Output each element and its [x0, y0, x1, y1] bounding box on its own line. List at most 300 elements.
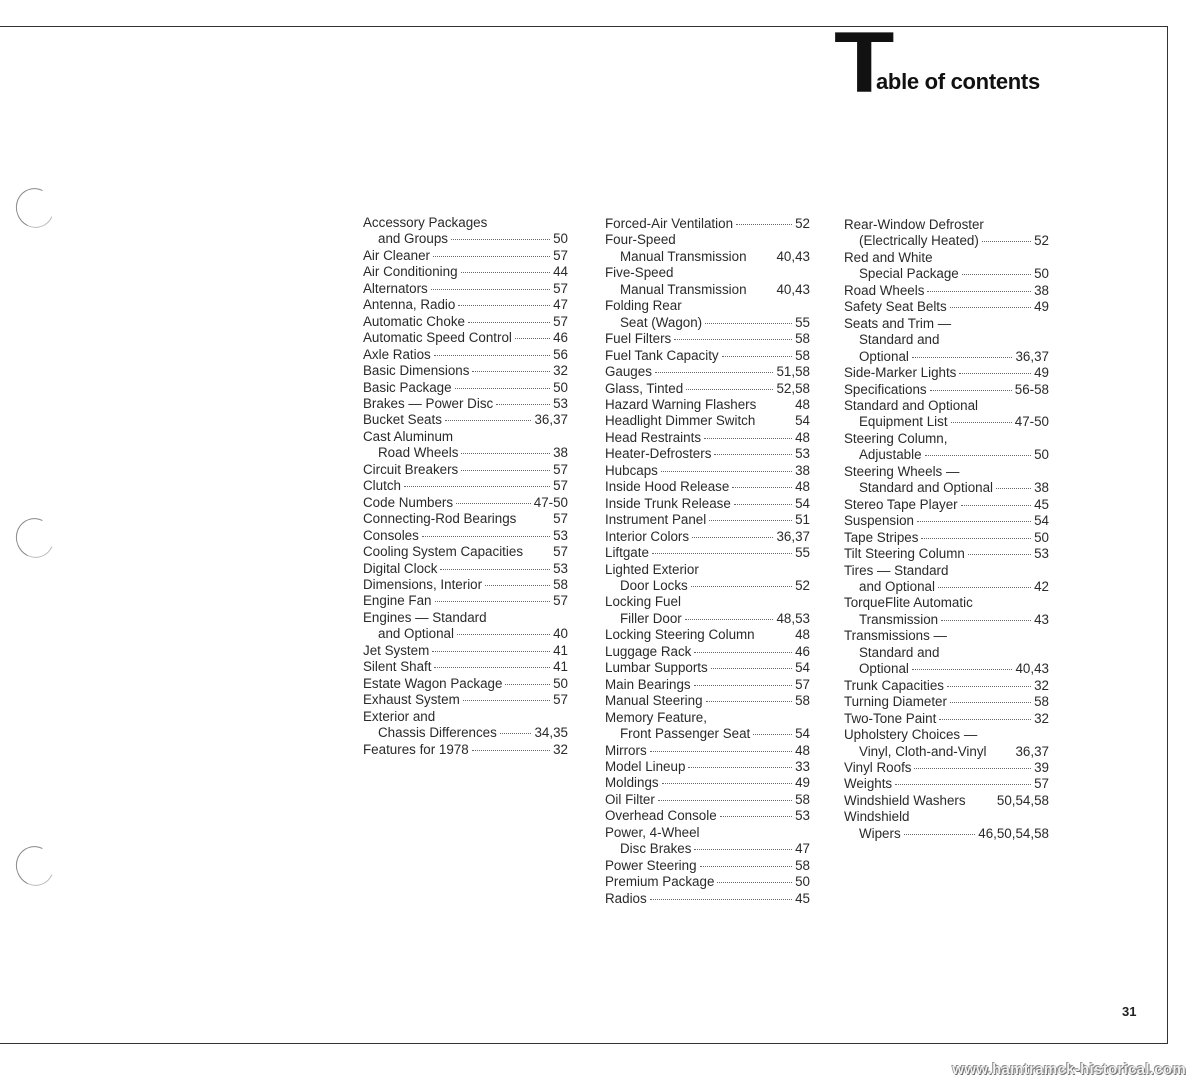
dot-leader [968, 554, 1031, 555]
entry-label: Safety Seat Belts [844, 299, 947, 315]
entry-label: Suspension [844, 513, 914, 529]
entry-page: 38 [1034, 480, 1049, 496]
index-entry [605, 594, 810, 627]
entry-label: Standard and Optional [844, 397, 979, 413]
dot-leader [650, 751, 792, 752]
entry-label: Automatic Choke [363, 313, 465, 329]
dot-leader [927, 291, 1031, 292]
entry-label: Weights [844, 776, 893, 792]
index-entry [605, 512, 810, 528]
dot-leader [706, 701, 793, 702]
title-text: able of contents [876, 69, 1040, 94]
entry-page: 57 [553, 247, 568, 263]
entry-label: Transmissions — [844, 628, 947, 644]
index-entry [605, 775, 810, 791]
index-entry [844, 217, 1049, 250]
entry-page: 55 [795, 314, 810, 330]
entry-page: 57 [553, 313, 568, 329]
index-entry [605, 446, 810, 462]
entry-page: 38 [795, 462, 810, 478]
entry-page: 47 [553, 297, 568, 313]
dot-leader [941, 620, 1031, 621]
entry-label: Engine Fan [363, 593, 432, 609]
entry-page: 45 [795, 890, 810, 906]
entry-page: 57 [553, 511, 568, 527]
entry-label: Tape Stripes [844, 529, 919, 545]
entry-page: 52 [795, 577, 810, 593]
index-entry [363, 593, 568, 609]
index-entry [363, 248, 568, 264]
dot-leader [938, 587, 1031, 588]
dot-leader [921, 538, 1031, 539]
index-entry [605, 874, 810, 890]
index-entry [605, 265, 810, 298]
entry-page: 56 [553, 346, 568, 362]
index-entry [605, 792, 810, 808]
entry-label: Fuel Filters [605, 331, 672, 347]
dot-leader [655, 372, 774, 373]
index-entry [844, 398, 1049, 431]
entry-label: Locking Fuel [605, 594, 681, 610]
entry-page: 51,58 [776, 364, 810, 380]
entry-page: 48 [795, 742, 810, 758]
entry-label: Folding Rear [605, 298, 682, 314]
dot-leader [962, 274, 1031, 275]
dot-leader [912, 357, 1013, 358]
dot-leader [711, 668, 792, 669]
entry-label: Fuel Tank Capacity [605, 347, 719, 363]
dot-leader [704, 438, 792, 439]
index-entry [605, 364, 810, 380]
entry-page: 50,54,58 [996, 792, 1049, 808]
index-entry [844, 760, 1049, 776]
dot-leader [750, 290, 774, 291]
index-entry [363, 314, 568, 330]
entry-label: Turning Diameter [844, 694, 947, 710]
dot-leader [485, 585, 550, 586]
dot-leader [961, 505, 1031, 506]
index-entry [844, 595, 1049, 628]
dot-leader [691, 586, 792, 587]
entry-page: 57 [553, 461, 568, 477]
entry-label: Lumbar Supports [605, 660, 708, 676]
dot-leader [950, 702, 1031, 703]
dot-leader [463, 700, 550, 701]
entry-label: Optional [859, 348, 909, 364]
index-entry [363, 709, 568, 742]
entry-page: 49 [1034, 299, 1049, 315]
dot-leader [758, 635, 792, 636]
index-entry [605, 677, 810, 693]
entry-label: Head Restraints [605, 429, 702, 445]
dot-leader [996, 488, 1031, 489]
entry-page: 50 [1034, 266, 1049, 282]
entry-page: 53 [1034, 546, 1049, 562]
entry-page: 50 [553, 379, 568, 395]
entry-page: 48 [795, 429, 810, 445]
index-entry [363, 528, 568, 544]
entry-label: Bucket Seats [363, 412, 442, 428]
index-entry [605, 693, 810, 709]
entry-page: 57 [795, 676, 810, 692]
index-entry [844, 628, 1049, 677]
entry-page: 48 [795, 396, 810, 412]
dot-leader [434, 355, 550, 356]
dot-leader [694, 652, 792, 653]
entry-page: 53 [795, 808, 810, 824]
index-entry [605, 759, 810, 775]
entry-page: 46,50,54,58 [978, 825, 1049, 841]
entry-page: 40 [553, 626, 568, 642]
index-entry [605, 891, 810, 907]
entry-page: 57 [553, 692, 568, 708]
entry-label: Premium Package [605, 874, 715, 890]
index-column-1 [363, 215, 568, 758]
dot-leader [692, 537, 773, 538]
index-entry [363, 396, 568, 412]
dot-leader [500, 733, 532, 734]
entry-label: Basic Dimensions [363, 363, 470, 379]
entry-label: Digital Clock [363, 560, 438, 576]
dot-leader [461, 470, 550, 471]
entry-page: 58 [1034, 694, 1049, 710]
index-entry [844, 563, 1049, 596]
entry-page: 39 [1034, 759, 1049, 775]
entry-label: Inside Trunk Release [605, 495, 731, 511]
entry-label: Optional [859, 661, 909, 677]
index-entry [605, 430, 810, 446]
dot-leader [674, 339, 792, 340]
index-entry [605, 644, 810, 660]
dot-leader [519, 519, 550, 520]
entry-label: and Optional [378, 626, 454, 642]
dot-leader [736, 224, 792, 225]
entry-label: Gauges [605, 364, 652, 380]
entry-label: Air Cleaner [363, 247, 430, 263]
index-entry [605, 479, 810, 495]
entry-label: Lighted Exterior [605, 561, 699, 577]
index-entry [844, 776, 1049, 792]
index-entry [605, 216, 810, 232]
entry-label: Power Steering [605, 857, 697, 873]
entry-label: and Groups [378, 231, 448, 247]
dot-leader [947, 686, 1031, 687]
entry-page: 47 [795, 841, 810, 857]
dot-leader [461, 272, 551, 273]
entry-label: Side-Marker Lights [844, 365, 957, 381]
entry-label: Clutch [363, 478, 401, 494]
index-entry [844, 727, 1049, 760]
index-entry [363, 363, 568, 379]
index-entry [605, 463, 810, 479]
entry-label: Liftgate [605, 545, 649, 561]
index-entry [363, 692, 568, 708]
entry-page: 58 [795, 857, 810, 873]
index-entry [844, 431, 1049, 464]
dot-leader [458, 305, 550, 306]
index-entry [605, 232, 810, 265]
index-entry [363, 462, 568, 478]
entry-label: Silent Shaft [363, 659, 432, 675]
entry-page: 48 [795, 627, 810, 643]
entry-label: Road Wheels [844, 282, 925, 298]
entry-label: Five-Speed [605, 265, 674, 281]
index-entry [605, 496, 810, 512]
index-entry [605, 825, 810, 858]
dot-leader [917, 521, 1031, 522]
index-entry [605, 529, 810, 545]
dot-leader [652, 553, 792, 554]
entry-label: Moldings [605, 775, 659, 791]
entry-label: Main Bearings [605, 676, 691, 692]
entry-label: Instrument Panel [605, 512, 707, 528]
entry-label: Power, 4-Wheel [605, 824, 700, 840]
index-entry [605, 627, 810, 643]
dot-leader [431, 289, 550, 290]
index-entry [605, 858, 810, 874]
entry-label: Manual Transmission [620, 281, 747, 297]
index-entry [844, 283, 1049, 299]
index-entry [363, 281, 568, 297]
dot-leader [925, 455, 1032, 456]
dot-leader [717, 882, 792, 883]
entry-label: Rear-Window Defroster [844, 217, 984, 232]
index-entry [605, 545, 810, 561]
entry-page: 57 [553, 478, 568, 494]
dot-leader [912, 669, 1013, 670]
entry-page: 53 [553, 527, 568, 543]
entry-page: 54 [795, 413, 810, 429]
index-entry [605, 298, 810, 331]
entry-page: 32 [1034, 710, 1049, 726]
dot-leader [662, 783, 793, 784]
entry-label: Front Passenger Seat [620, 726, 751, 742]
entry-label: Two-Tone Paint [844, 710, 937, 726]
dot-leader [694, 685, 792, 686]
entry-page: 40,43 [1015, 661, 1049, 677]
entry-label: Special Package [859, 266, 959, 282]
entry-label: Radios [605, 890, 647, 906]
index-entry [844, 678, 1049, 694]
entry-label: Locking Steering Column [605, 627, 755, 643]
index-entry [844, 809, 1049, 842]
dot-leader [750, 257, 774, 258]
dot-leader [714, 454, 792, 455]
entry-page: 57 [553, 280, 568, 296]
dot-leader [685, 619, 774, 620]
entry-page: 41 [553, 659, 568, 675]
index-entry [363, 215, 568, 248]
index-entry [363, 412, 568, 428]
index-entry [605, 331, 810, 347]
index-entry [844, 250, 1049, 283]
entry-page: 58 [795, 693, 810, 709]
dot-leader [709, 520, 792, 521]
entry-label: Adjustable [859, 447, 922, 463]
dot-leader [461, 453, 550, 454]
index-entry [844, 546, 1049, 562]
entry-label: Features for 1978 [363, 741, 469, 757]
entry-label: Antenna, Radio [363, 297, 456, 313]
entry-page: 53 [553, 560, 568, 576]
entry-page: 42 [1034, 578, 1049, 594]
entry-page: 32 [553, 363, 568, 379]
dot-leader [434, 667, 550, 668]
entry-label: Circuit Breakers [363, 461, 459, 477]
index-entry [363, 544, 568, 560]
entry-label: Alternators [363, 280, 428, 296]
entry-page: 53 [553, 395, 568, 411]
entry-page: 48 [795, 479, 810, 495]
index-entry [363, 676, 568, 692]
entry-page: 47-50 [533, 494, 568, 510]
entry-page: 36,37 [1015, 348, 1049, 364]
entry-label: Glass, Tinted [605, 380, 684, 396]
dot-leader [959, 373, 1031, 374]
dot-leader [705, 323, 792, 324]
entry-page: 45 [1034, 496, 1049, 512]
entry-page: 33 [795, 758, 810, 774]
entry-page: 54 [795, 660, 810, 676]
index-entry [363, 610, 568, 643]
entry-label: Disc Brakes [620, 841, 692, 857]
entry-page: 36,37 [1015, 743, 1049, 759]
entry-label: Exhaust System [363, 692, 460, 708]
dot-leader [472, 750, 550, 751]
index-entry [605, 660, 810, 676]
index-entry [605, 710, 810, 743]
entry-label: and Optional [859, 578, 935, 594]
entry-label: Chassis Differences [378, 725, 497, 741]
dot-leader [404, 486, 550, 487]
entry-page: 53 [795, 446, 810, 462]
entry-label: Exterior and [363, 708, 436, 724]
entry-label: Four-Speed [605, 232, 676, 248]
dot-leader [694, 849, 792, 850]
entry-page: 50 [1034, 529, 1049, 545]
dot-leader [759, 405, 792, 406]
index-entry [605, 562, 810, 595]
entry-label: Standard and [859, 644, 940, 660]
entry-page: 54 [1034, 513, 1049, 529]
entry-page: 36,37 [776, 528, 810, 544]
entry-label: Wipers [859, 825, 901, 841]
entry-page: 36,37 [534, 412, 568, 428]
entry-label: Windshield [844, 809, 910, 825]
entry-page: 43 [1034, 611, 1049, 627]
entry-label: Manual Steering [605, 693, 703, 709]
dot-leader [455, 388, 551, 389]
dot-leader [468, 322, 550, 323]
entry-label: Brakes — Power Disc [363, 395, 494, 411]
entry-label: Red and White [844, 249, 933, 265]
entry-page: 44 [553, 264, 568, 280]
entry-label: Connecting-Rod Bearings [363, 511, 517, 527]
index-entry [844, 464, 1049, 497]
index-entry [844, 382, 1049, 398]
index-entry [844, 299, 1049, 315]
entry-label: Specifications [844, 381, 927, 397]
dot-leader [658, 800, 792, 801]
dot-leader [686, 389, 773, 390]
entry-label: Code Numbers [363, 494, 454, 510]
entry-label: Accessory Packages [363, 215, 488, 230]
entry-page: 48,53 [776, 610, 810, 626]
entry-page: 55 [795, 545, 810, 561]
entry-label: Cast Aluminum [363, 428, 454, 444]
index-entry [844, 694, 1049, 710]
entry-label: Equipment List [859, 414, 948, 430]
entry-label: Estate Wagon Package [363, 675, 503, 691]
entry-page: 46 [553, 330, 568, 346]
dot-leader [895, 784, 1031, 785]
dot-leader [734, 504, 792, 505]
entry-page: 58 [553, 576, 568, 592]
entry-label: Overhead Console [605, 808, 717, 824]
index-entry [605, 743, 810, 759]
entry-page: 58 [795, 331, 810, 347]
index-entry [363, 511, 568, 527]
index-entry [605, 808, 810, 824]
entry-label: TorqueFlite Automatic [844, 595, 973, 611]
entry-page: 50 [1034, 447, 1049, 463]
entry-label: Axle Ratios [363, 346, 431, 362]
dot-leader [930, 390, 1012, 391]
entry-label: Dimensions, Interior [363, 576, 483, 592]
dot-leader [904, 834, 976, 835]
entry-page: 54 [795, 726, 810, 742]
entry-page: 40,43 [776, 281, 810, 297]
entry-label: Steering Wheels — [844, 463, 960, 479]
dot-leader [456, 503, 531, 504]
dot-leader [451, 239, 550, 240]
entry-label: Luggage Rack [605, 643, 692, 659]
entry-page: 49 [1034, 365, 1049, 381]
dot-leader [435, 601, 551, 602]
dot-leader [982, 241, 1031, 242]
dot-leader [688, 767, 792, 768]
entry-label: Vinyl, Cloth-and-Vinyl [859, 743, 987, 759]
entry-page: 56-58 [1014, 381, 1049, 397]
entry-page: 50 [553, 675, 568, 691]
index-entry [844, 530, 1049, 546]
entry-page: 57 [553, 544, 568, 560]
dot-leader [722, 356, 792, 357]
index-entry [605, 397, 810, 413]
entry-label: Hazard Warning Flashers [605, 396, 757, 412]
entry-page: 32 [1034, 677, 1049, 693]
entry-page: 54 [795, 495, 810, 511]
entry-page: 58 [795, 347, 810, 363]
dot-leader [515, 338, 550, 339]
index-entry [844, 793, 1049, 809]
entry-label: Mirrors [605, 742, 647, 758]
dot-leader [440, 569, 550, 570]
index-column-2 [605, 216, 810, 907]
entry-label: Trunk Capacities [844, 677, 944, 693]
entry-label: Tires — Standard [844, 562, 949, 578]
index-entry [844, 497, 1049, 513]
entry-label: Windshield Washers [844, 792, 966, 808]
entry-page: 57 [553, 593, 568, 609]
index-entry [605, 381, 810, 397]
dot-leader [457, 634, 550, 635]
entry-page: 52,58 [776, 380, 810, 396]
entry-page: 50 [795, 874, 810, 890]
index-entry [363, 742, 568, 758]
entry-label: Air Conditioning [363, 264, 458, 280]
entry-label: Memory Feature, [605, 709, 707, 725]
